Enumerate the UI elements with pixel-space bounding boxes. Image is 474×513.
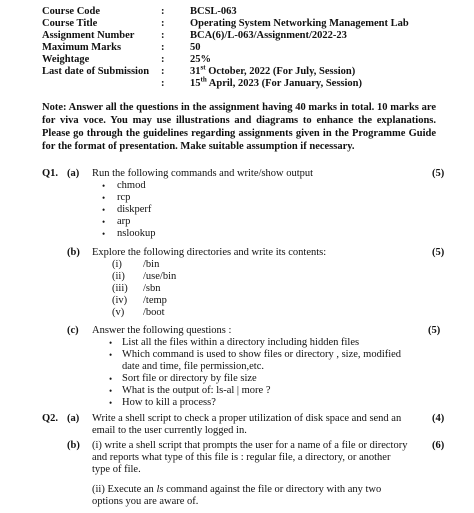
header-row-weightage bbox=[0, 54, 474, 66]
marks: (5) bbox=[432, 247, 445, 258]
list-item: • Which command is used to show files or directory , size, modified bbox=[109, 349, 402, 360]
part-label: (c) bbox=[67, 325, 79, 336]
part-text-line: email to the user currently logged in. bbox=[92, 425, 247, 436]
header-label: Weightage bbox=[42, 54, 90, 65]
list-item: • chmod bbox=[102, 180, 146, 191]
part-text: Explore the following directories and write its contents: bbox=[92, 247, 327, 258]
list-item: (v) /boot bbox=[112, 307, 165, 318]
header-colon: : bbox=[161, 42, 165, 53]
part-text-line: and reports what type of this file is : regular file, a directory, or another bbox=[92, 452, 391, 463]
list-item: • List all the files within a directory including hidden files bbox=[109, 337, 360, 348]
part-text-line: type of file. bbox=[92, 464, 141, 475]
header-value: 31st October, 2022 (For July, Session) bbox=[190, 63, 356, 77]
header-value: 15th April, 2023 (For January, Session) bbox=[190, 75, 363, 89]
assignment-note: Note: Answer all the questions in the assignment having 40 marks in total. 10 marks are for viva voce. You may use illustrations and diagrams to enhance the explanations. Please go through the guidelines regarding assignments given in the Programme Guide for the format of presentation. Make suitable assumption if necessary. bbox=[42, 102, 436, 152]
list-item: (i) /bin bbox=[112, 259, 160, 270]
header-value: 50 bbox=[190, 42, 201, 53]
question-number: Q2. bbox=[42, 413, 59, 424]
header-colon: : bbox=[161, 30, 165, 41]
header-value: BCSL-063 bbox=[190, 6, 237, 17]
header-row-course-title bbox=[0, 18, 474, 30]
part-label: (b) bbox=[67, 247, 80, 258]
header-colon: : bbox=[161, 78, 165, 89]
command-name: ls bbox=[156, 484, 164, 495]
part-text-line: (ii) Execute an ls command against the file or directory with any two bbox=[92, 484, 382, 495]
header-row-last-date-2 bbox=[0, 75, 474, 90]
part-text-line: (i) write a shell script that prompts the user for a name of a file or directory bbox=[92, 440, 408, 451]
list-item-continuation: date and time, file permission,etc. bbox=[122, 361, 264, 372]
header-label: Maximum Marks bbox=[42, 42, 122, 53]
header-colon: : bbox=[161, 54, 165, 65]
part-label: (b) bbox=[67, 440, 80, 451]
header-row-assignment-number bbox=[0, 30, 474, 42]
list-item: • rcp bbox=[102, 192, 131, 203]
question-number: Q1. bbox=[42, 168, 59, 179]
header-row-course-code bbox=[0, 6, 474, 18]
header-value: BCA(6)/L-063/Assignment/2022-23 bbox=[190, 30, 347, 41]
header-label: Course Title bbox=[42, 18, 98, 29]
list-item: • nslookup bbox=[102, 228, 156, 239]
marks: (4) bbox=[432, 413, 445, 424]
marks: (5) bbox=[428, 325, 441, 336]
list-item: • What is the output of: ls-al | more ? bbox=[109, 385, 271, 396]
header-colon: : bbox=[161, 6, 165, 17]
header-colon: : bbox=[161, 18, 165, 29]
part-text-line: options you are aware of. bbox=[92, 496, 199, 507]
part-label: (a) bbox=[67, 168, 80, 179]
header-colon: : bbox=[161, 66, 165, 77]
list-item: (iv) /temp bbox=[112, 295, 167, 306]
header-label: Assignment Number bbox=[42, 30, 135, 41]
marks: (5) bbox=[432, 168, 445, 179]
header-row-maximum-marks bbox=[0, 42, 474, 54]
list-item: • diskperf bbox=[102, 204, 152, 215]
list-item: • arp bbox=[102, 216, 131, 227]
header-label: Course Code bbox=[42, 6, 101, 17]
part-text: Run the following commands and write/show output bbox=[92, 168, 314, 179]
marks: (6) bbox=[432, 440, 445, 451]
list-item: • Sort file or directory by file size bbox=[109, 373, 257, 384]
part-label: (a) bbox=[67, 413, 80, 424]
header-value: Operating System Networking Management Lab bbox=[190, 18, 409, 29]
header-row-last-date bbox=[0, 63, 474, 78]
list-item: (iii) /sbn bbox=[112, 283, 161, 294]
header-label: Last date of Submission bbox=[42, 66, 150, 77]
part-text-line: Write a shell script to check a proper utilization of disk space and send an bbox=[92, 413, 402, 424]
header-value: 25% bbox=[190, 54, 211, 65]
part-text: Answer the following questions : bbox=[92, 325, 232, 336]
list-item: (ii) /use/bin bbox=[112, 271, 177, 282]
list-item: • How to kill a process? bbox=[109, 397, 216, 408]
